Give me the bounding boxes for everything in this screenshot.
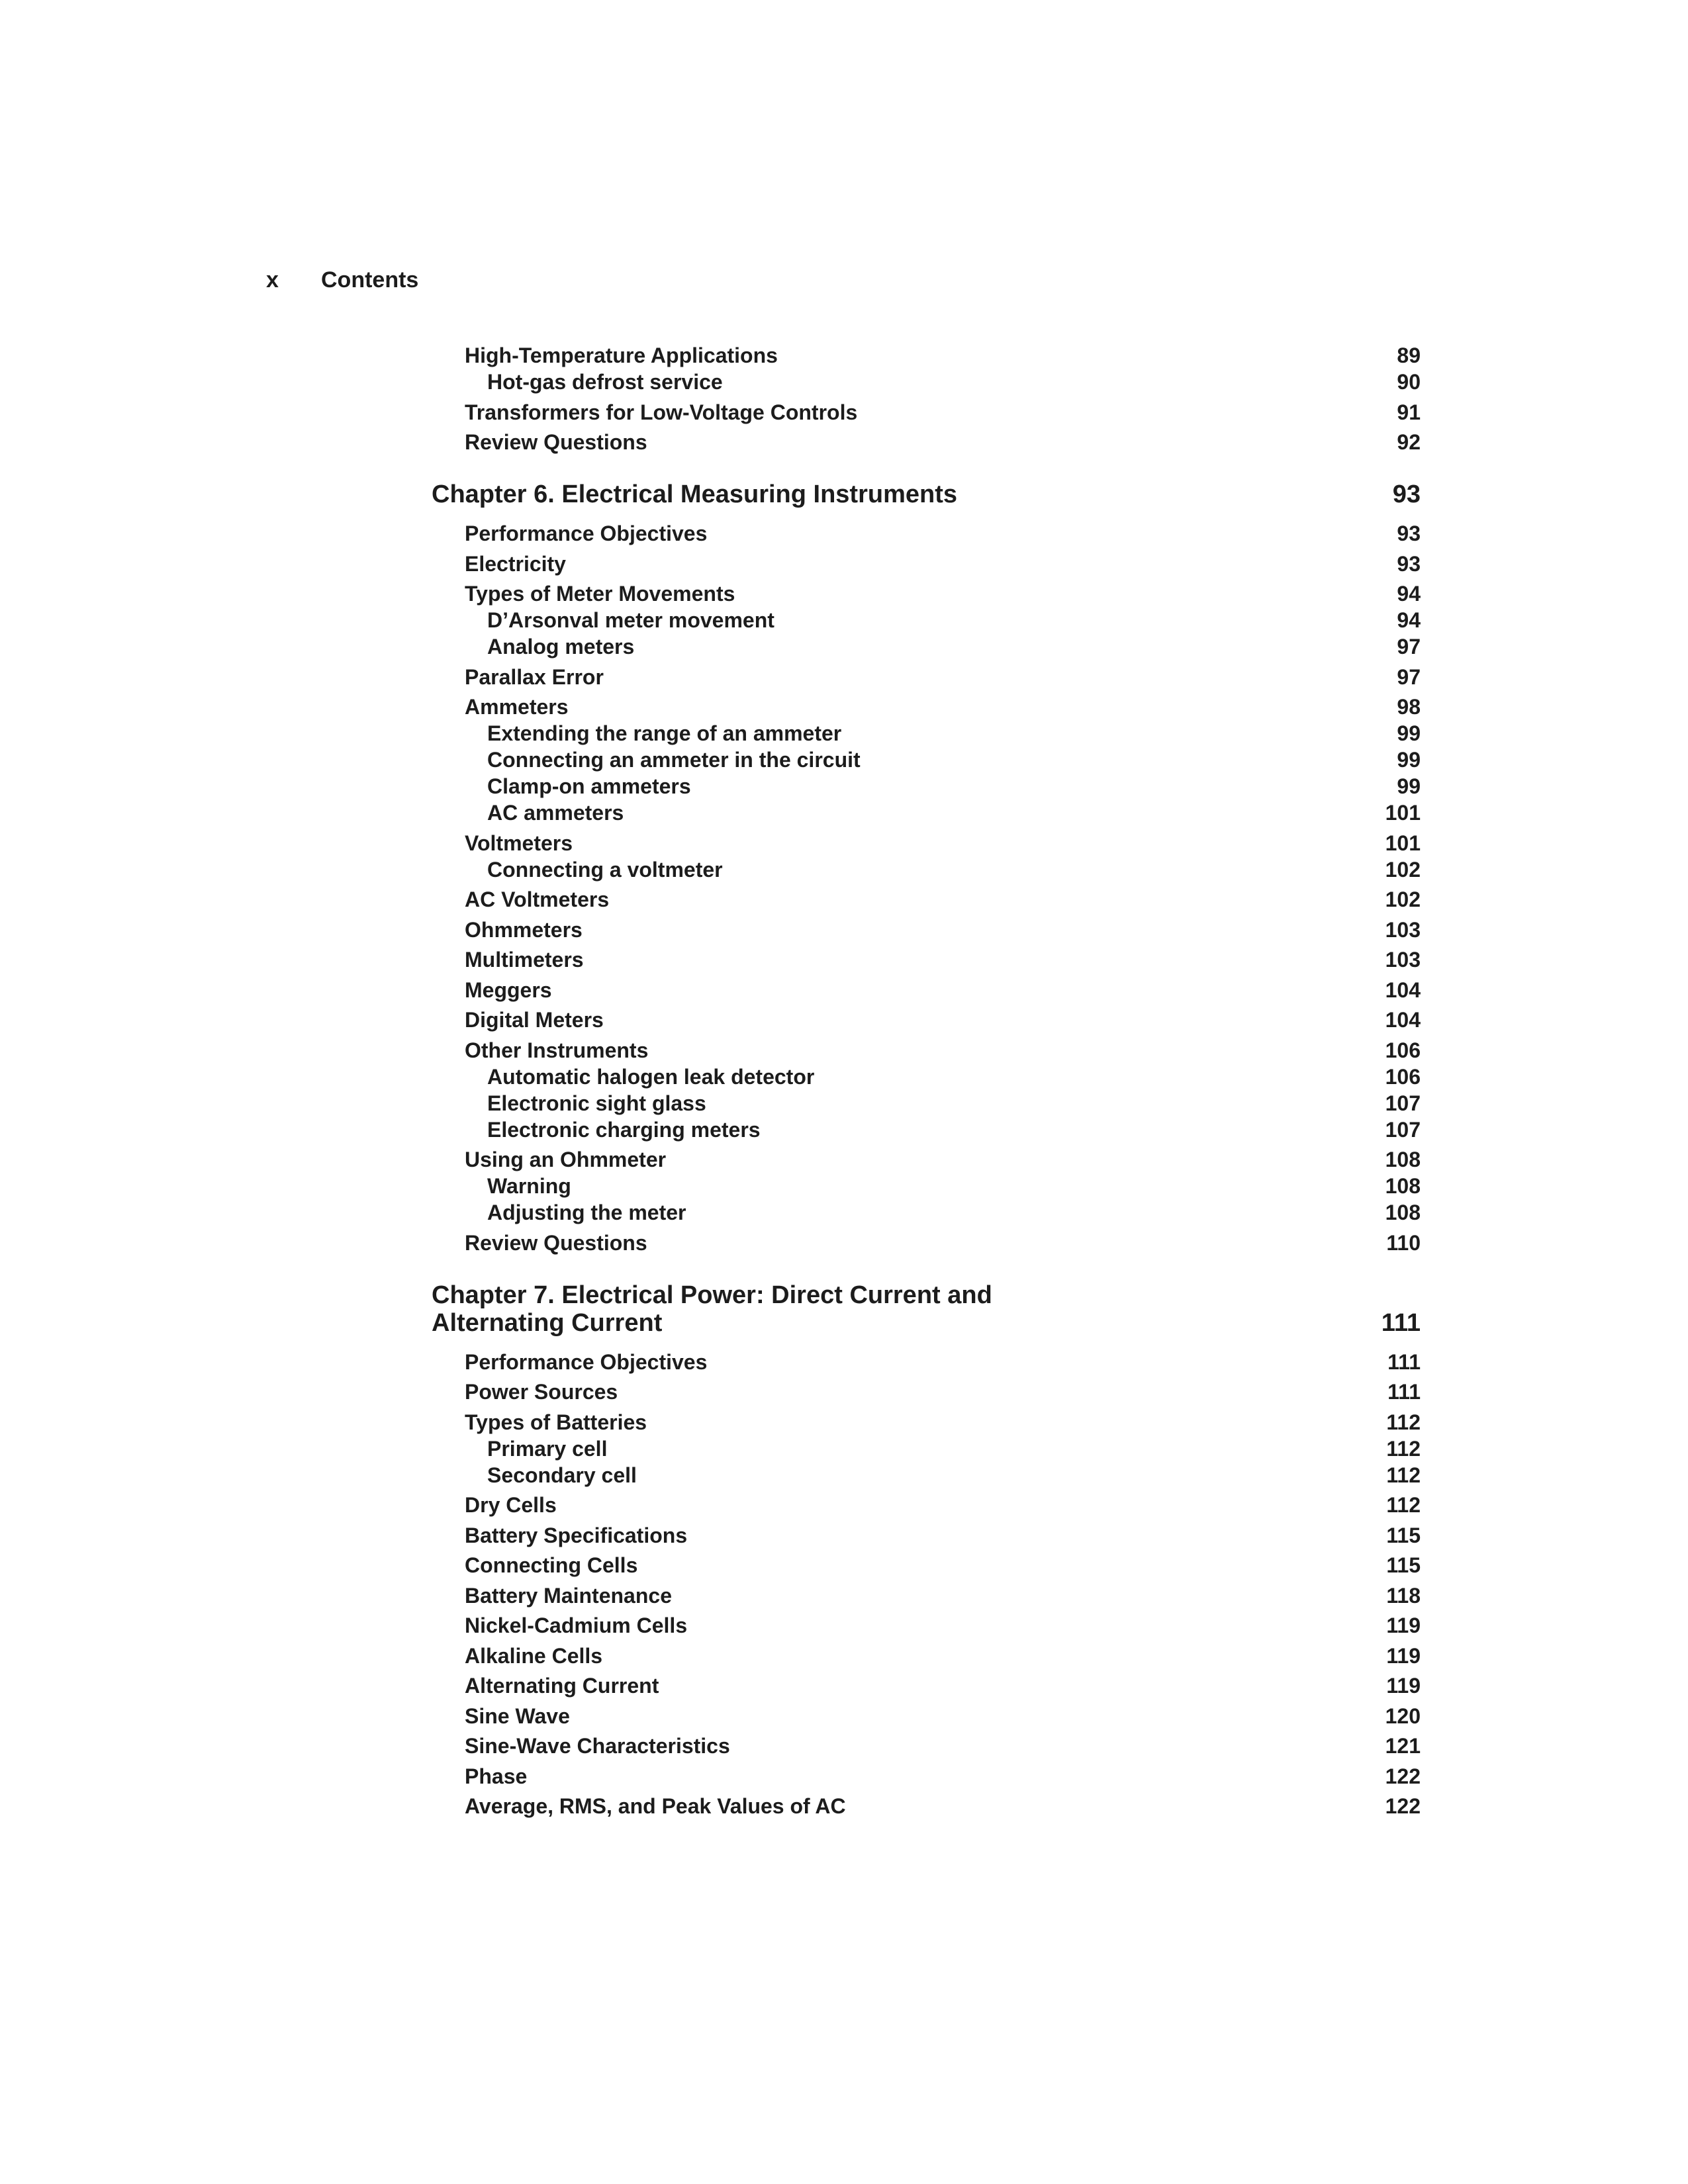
toc-subsection-entry xyxy=(432,1090,1421,1116)
toc-section-entry xyxy=(432,664,1421,690)
toc-entry-title: Extending the range of an ammeter xyxy=(487,721,842,745)
toc-entry-title: Using an Ohmmeter xyxy=(465,1148,667,1171)
toc-section-entry xyxy=(432,342,1421,369)
toc-subsection-entry xyxy=(432,856,1421,883)
toc-page-number: 93 xyxy=(1397,551,1421,576)
toc-page-number: 115 xyxy=(1386,1553,1421,1577)
toc-page-number: 104 xyxy=(1385,978,1421,1002)
toc-subsection-entry xyxy=(432,747,1421,773)
toc-entry-title: Sine Wave xyxy=(465,1704,570,1728)
toc-entry-title: Sine-Wave Characteristics xyxy=(465,1734,730,1758)
toc-entry-title: Voltmeters xyxy=(465,831,573,855)
toc-page-number: 112 xyxy=(1386,1493,1421,1517)
toc-page-number: 103 xyxy=(1385,948,1421,972)
toc-entry-title: Power Sources xyxy=(465,1380,618,1404)
toc-subsection-entry xyxy=(432,607,1421,633)
toc-entry-title: Ohmmeters xyxy=(465,917,583,942)
toc-section-entry xyxy=(432,977,1421,1003)
toc-page-number: 110 xyxy=(1386,1230,1421,1255)
toc-page-number: 115 xyxy=(1386,1523,1421,1547)
toc-section-entry xyxy=(432,694,1421,720)
toc-subsection-entry xyxy=(432,773,1421,799)
toc-page-number: 108 xyxy=(1385,1174,1421,1198)
toc-page-number: 104 xyxy=(1385,1008,1421,1032)
toc-page-number: 107 xyxy=(1385,1117,1421,1142)
toc-subsection-entry xyxy=(432,369,1421,395)
toc-entry-title: Chapter 7. Electrical Power: Direct Current and Alternating Current xyxy=(432,1281,992,1337)
toc-section-entry xyxy=(432,1349,1421,1375)
toc-entry-title: Review Questions xyxy=(465,1230,647,1255)
toc-subsection-entry xyxy=(432,1462,1421,1488)
toc-section-entry xyxy=(432,399,1421,426)
toc-entry-title: Connecting an ammeter in the circuit xyxy=(487,748,861,772)
toc-entry-title: Transformers for Low-Voltage Controls xyxy=(465,400,858,424)
toc-entry-title: Phase xyxy=(465,1764,528,1788)
toc-section-entry xyxy=(432,1379,1421,1405)
toc-entry-title: Average, RMS, and Peak Values of AC xyxy=(465,1794,846,1818)
toc-section-entry xyxy=(432,551,1421,577)
toc-section-entry xyxy=(432,1522,1421,1549)
toc-page-number: 108 xyxy=(1385,1148,1421,1171)
toc-page-number: 107 xyxy=(1385,1091,1421,1115)
toc-page-number: 94 xyxy=(1397,582,1421,606)
toc-page-number: 111 xyxy=(1381,1308,1421,1337)
toc-subsection-entry xyxy=(432,1173,1421,1199)
toc-subsection-entry xyxy=(432,799,1421,826)
toc-entry-title: Parallax Error xyxy=(465,664,604,689)
toc-subsection-entry xyxy=(432,1199,1421,1226)
toc-chapter-heading xyxy=(432,480,1421,508)
toc-entry-title: Connecting a voltmeter xyxy=(487,857,723,882)
toc-page-number: 108 xyxy=(1385,1201,1421,1224)
toc-page-number: 112 xyxy=(1386,1410,1421,1434)
toc-section-entry xyxy=(432,1793,1421,1819)
toc-section-entry xyxy=(432,1643,1421,1669)
toc-entry-title: Secondary cell xyxy=(487,1463,637,1487)
toc-entry-title: AC ammeters xyxy=(487,801,624,825)
toc-section-entry xyxy=(432,1492,1421,1518)
toc-page-number: 106 xyxy=(1385,1064,1421,1089)
toc-page-number: 102 xyxy=(1385,887,1421,911)
toc-entry-title: Performance Objectives xyxy=(465,522,708,545)
toc-entry-title: Analog meters xyxy=(487,635,635,659)
toc-page-number: 121 xyxy=(1385,1734,1421,1758)
toc-page-number: 103 xyxy=(1385,917,1421,942)
toc-entry-title: Clamp-on ammeters xyxy=(487,774,691,798)
toc-chapter-heading xyxy=(432,1281,1421,1337)
toc-section-entry xyxy=(432,1763,1421,1790)
toc-entry-title: Chapter 6. Electrical Measuring Instruments xyxy=(432,480,958,508)
toc-entry-title: Connecting Cells xyxy=(465,1553,638,1577)
toc-section-entry xyxy=(432,1612,1421,1639)
toc-entry-title: Ammeters xyxy=(465,695,569,719)
toc-section-entry xyxy=(432,429,1421,455)
toc-page-number: 92 xyxy=(1397,430,1421,454)
running-head-title: Contents xyxy=(321,267,419,293)
toc-page-number: 99 xyxy=(1397,774,1421,798)
toc-page-number: 97 xyxy=(1397,664,1421,689)
toc-entry-title: Digital Meters xyxy=(465,1008,604,1032)
toc-entry-title: Adjusting the meter xyxy=(487,1201,686,1224)
toc-entry-title: Other Instruments xyxy=(465,1038,649,1062)
toc-page-number: 111 xyxy=(1387,1349,1421,1374)
toc-entry-title: Multimeters xyxy=(465,948,584,972)
toc-page-number: 118 xyxy=(1386,1583,1421,1608)
toc-entry-title: AC Voltmeters xyxy=(465,887,610,911)
toc-entry-title: Battery Maintenance xyxy=(465,1583,672,1608)
page-folio: x xyxy=(266,267,279,293)
toc-section-entry xyxy=(432,1007,1421,1033)
toc-page-number: 94 xyxy=(1397,608,1421,632)
toc-page-number: 119 xyxy=(1386,1614,1421,1637)
toc-page-number: 91 xyxy=(1397,400,1421,424)
toc-page-number: 101 xyxy=(1385,831,1421,855)
toc-section-entry xyxy=(432,917,1421,943)
toc-entry-title: Primary cell xyxy=(487,1436,608,1461)
toc-subsection-entry xyxy=(432,1116,1421,1143)
toc-entry-title: Alkaline Cells xyxy=(465,1643,603,1668)
toc-page-number: 122 xyxy=(1385,1764,1421,1788)
toc-page-number: 89 xyxy=(1397,343,1421,367)
toc-entry-title: Alternating Current xyxy=(465,1674,659,1698)
table-of-contents xyxy=(432,342,1421,1819)
toc-section-entry xyxy=(432,1230,1421,1256)
toc-entry-title: Types of Meter Movements xyxy=(465,582,735,606)
toc-page-number: 93 xyxy=(1392,480,1421,508)
toc-page-number: 102 xyxy=(1385,857,1421,882)
toc-entry-title: Performance Objectives xyxy=(465,1349,708,1374)
toc-page-number: 112 xyxy=(1386,1463,1421,1487)
toc-section-entry xyxy=(432,946,1421,973)
toc-entry-title: Nickel-Cadmium Cells xyxy=(465,1614,688,1637)
toc-page-number: 111 xyxy=(1387,1380,1421,1404)
toc-entry-title: Dry Cells xyxy=(465,1493,557,1517)
toc-section-entry xyxy=(432,1552,1421,1578)
toc-page-number: 97 xyxy=(1397,635,1421,659)
toc-section-entry xyxy=(432,1582,1421,1609)
toc-entry-title: High-Temperature Applications xyxy=(465,343,778,367)
toc-entry-title: Warning xyxy=(487,1174,571,1198)
toc-section-entry xyxy=(432,1037,1421,1064)
toc-section-entry xyxy=(432,886,1421,913)
toc-page-number: 99 xyxy=(1397,748,1421,772)
toc-page-number: 122 xyxy=(1385,1794,1421,1818)
toc-section-entry xyxy=(432,1146,1421,1173)
toc-page-number: 93 xyxy=(1397,522,1421,545)
toc-entry-title: Meggers xyxy=(465,978,552,1002)
toc-page-number: 119 xyxy=(1386,1674,1421,1698)
toc-page-number: 120 xyxy=(1385,1704,1421,1728)
toc-subsection-entry xyxy=(432,1064,1421,1090)
toc-entry-title: Battery Specifications xyxy=(465,1523,688,1547)
toc-entry-title: Electronic charging meters xyxy=(487,1117,761,1142)
toc-section-entry xyxy=(432,580,1421,607)
toc-page-number: 101 xyxy=(1385,801,1421,825)
toc-entry-title: Types of Batteries xyxy=(465,1410,647,1434)
toc-entry-title: Automatic halogen leak detector xyxy=(487,1064,815,1089)
toc-page-number: 98 xyxy=(1397,695,1421,719)
toc-subsection-entry xyxy=(432,720,1421,747)
toc-page-number: 112 xyxy=(1386,1436,1421,1461)
toc-subsection-entry xyxy=(432,633,1421,660)
toc-entry-title: Electricity xyxy=(465,551,566,576)
toc-entry-title: Electronic sight glass xyxy=(487,1091,706,1115)
toc-section-entry xyxy=(432,1733,1421,1759)
toc-subsection-entry xyxy=(432,1435,1421,1462)
toc-section-entry xyxy=(432,830,1421,856)
toc-section-entry xyxy=(432,1703,1421,1729)
toc-entry-title: Review Questions xyxy=(465,430,647,454)
toc-page-number: 106 xyxy=(1385,1038,1421,1062)
toc-section-entry xyxy=(432,1409,1421,1435)
toc-section-entry xyxy=(432,520,1421,547)
toc-entry-title: Hot-gas defrost service xyxy=(487,370,723,394)
toc-page-number: 99 xyxy=(1397,721,1421,745)
toc-section-entry xyxy=(432,1672,1421,1699)
toc-page-number: 119 xyxy=(1386,1643,1421,1668)
toc-entry-title: D’Arsonval meter movement xyxy=(487,608,774,632)
toc-page-number: 90 xyxy=(1397,370,1421,394)
